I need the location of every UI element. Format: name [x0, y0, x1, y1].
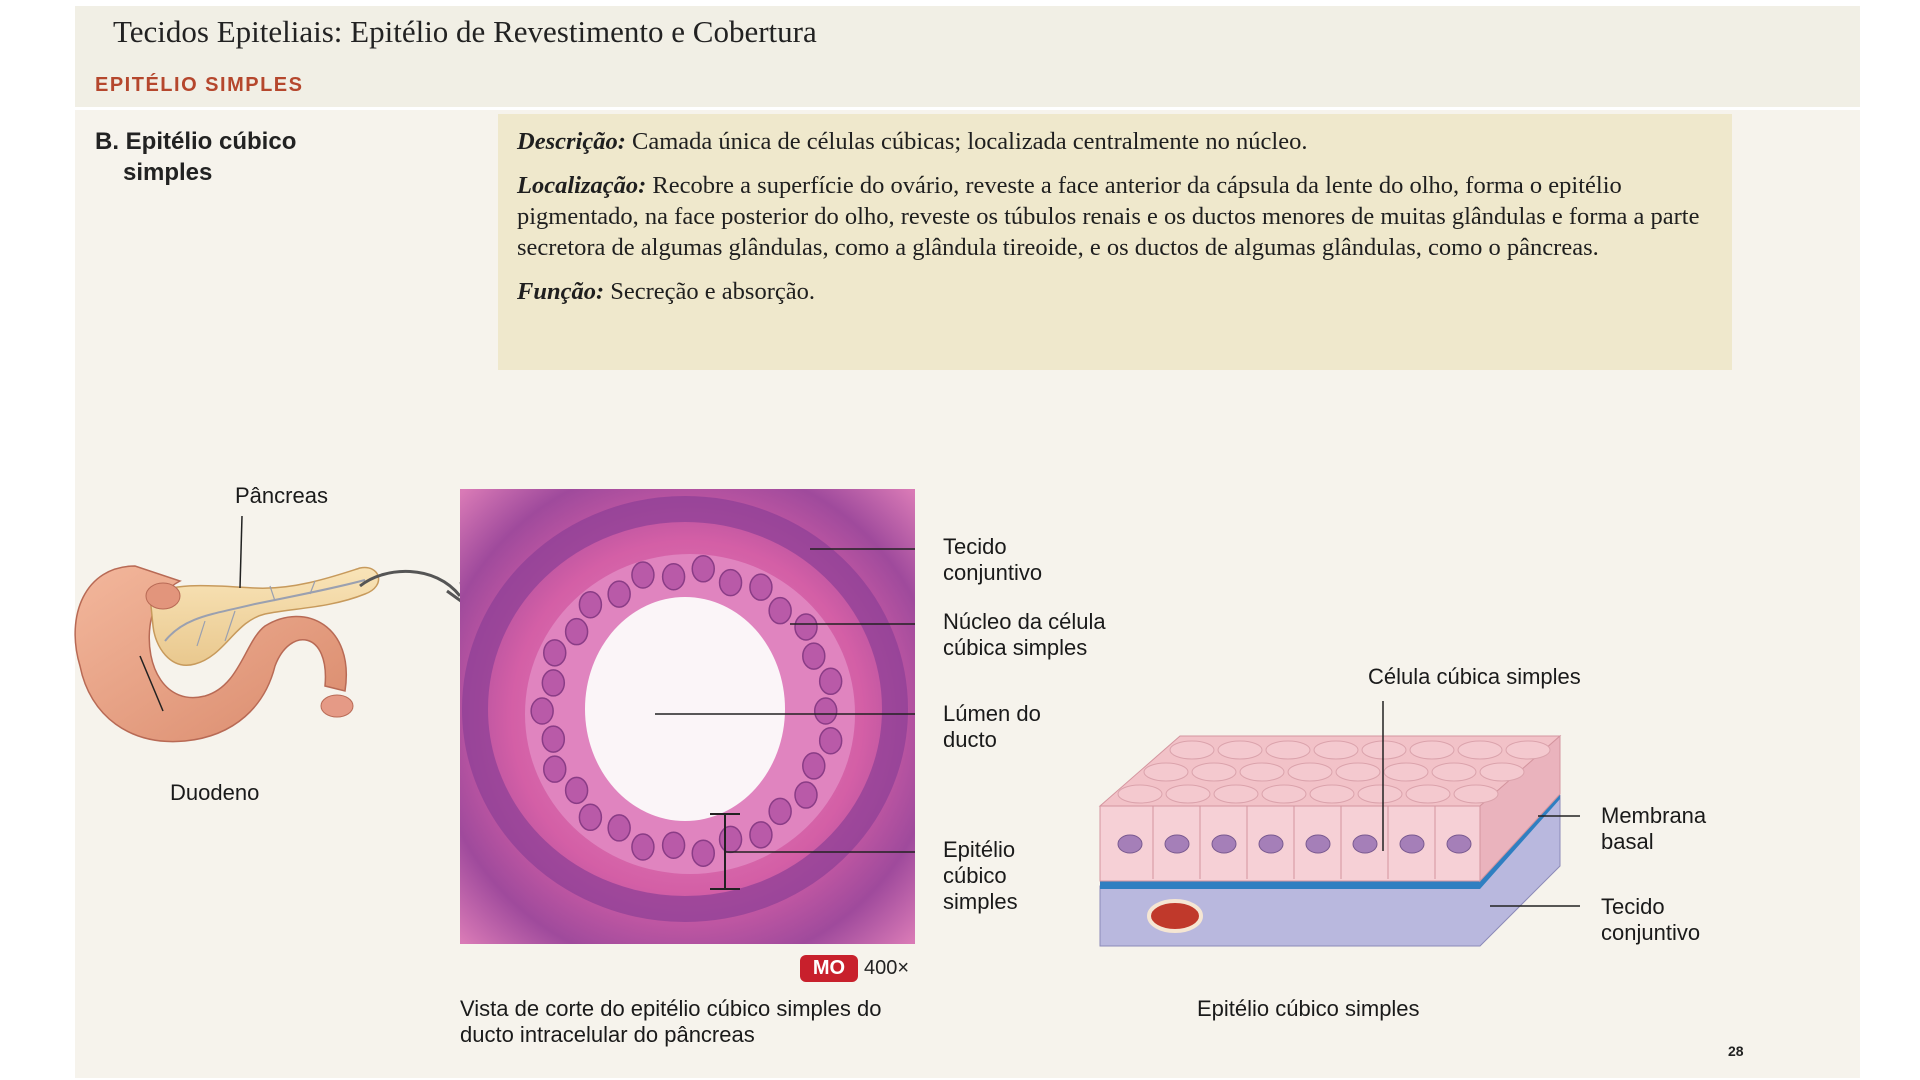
nucleus	[579, 804, 601, 830]
page-number: 28	[1728, 1043, 1744, 1059]
tissue-diagram	[1100, 676, 1580, 966]
cell-apex	[1214, 785, 1258, 803]
cell-apex	[1166, 785, 1210, 803]
cell-apex	[1118, 785, 1162, 803]
subsection-title	[95, 126, 335, 188]
cell-nucleus	[1353, 835, 1377, 853]
cell-apex	[1362, 741, 1406, 759]
micrograph-image	[460, 489, 915, 944]
cell-nucleus	[1400, 835, 1424, 853]
nucleus	[820, 668, 842, 694]
label-epitelio: Epitélio cúbico simples	[943, 837, 1018, 914]
nucleus	[720, 826, 742, 852]
blood-vessel	[1149, 901, 1201, 931]
nucleus	[750, 822, 772, 848]
page-title: Tecidos Epiteliais: Epitélio de Revestimento e Cobertura	[113, 14, 817, 49]
label-membrana-basal: Membrana basal	[1601, 803, 1707, 854]
nucleus	[542, 726, 564, 752]
header-band	[75, 6, 1860, 110]
magnification-label: 400×	[864, 957, 910, 979]
cell-apex	[1262, 785, 1306, 803]
cell-nucleus	[1306, 835, 1330, 853]
nucleus	[803, 753, 825, 779]
nucleus	[663, 832, 685, 858]
descricao-label: Descrição:	[517, 128, 626, 155]
nucleus	[663, 564, 685, 590]
descricao-text: Camada única de células cúbicas; localizada centralmente no núcleo.	[625, 128, 1308, 155]
nucleus	[544, 640, 566, 666]
nucleus	[815, 698, 837, 724]
cell-apex	[1358, 785, 1402, 803]
localizacao-text: Recobre a superfície do ovário, reveste a face anterior da cápsula da lente do olho, forma o epitélio pigmentado, na face posterior do olho, reveste os túbulos renais e os ductos menores de muitas glândulas e forma a parte secretora de algumas glândulas, como a glândula tireoide, e os ductos de algumas glândulas, como o pâncreas.	[517, 172, 1700, 261]
descricao-paragraph	[517, 126, 1717, 157]
nucleus	[608, 815, 630, 841]
cell-apex	[1336, 763, 1380, 781]
pancreas-illustration	[75, 546, 435, 776]
label-nucleo: Núcleo da célula cúbica simples	[943, 609, 1106, 660]
label-lumen: Lúmen do ducto	[943, 701, 1041, 752]
nucleus	[632, 834, 654, 860]
nucleus	[692, 840, 714, 866]
cell-apex	[1432, 763, 1476, 781]
nucleus	[820, 728, 842, 754]
cell-apex	[1218, 741, 1262, 759]
nucleus	[566, 619, 588, 645]
nucleus	[750, 574, 772, 600]
cell-apex	[1192, 763, 1236, 781]
cell-apex	[1384, 763, 1428, 781]
nucleus	[795, 782, 817, 808]
subsection-line-1: B. Epitélio cúbico	[95, 128, 297, 155]
slide-page	[75, 6, 1860, 1078]
label-pancreas: Pâncreas	[235, 483, 328, 508]
cell-nucleus	[1212, 835, 1236, 853]
cell-apex	[1170, 741, 1214, 759]
cell-apex	[1240, 763, 1284, 781]
cell-apex	[1458, 741, 1502, 759]
mo-badge: MO	[800, 955, 858, 982]
label-duodeno: Duodeno	[170, 780, 260, 805]
nucleus	[795, 614, 817, 640]
duodenum-top-opening	[146, 583, 180, 609]
cell-nucleus	[1165, 835, 1189, 853]
nucleus	[542, 670, 564, 696]
nucleus	[803, 643, 825, 669]
cell-apex	[1454, 785, 1498, 803]
localizacao-label: Localização:	[517, 172, 647, 199]
nucleus	[566, 777, 588, 803]
cell-apex	[1506, 741, 1550, 759]
cell-nucleus	[1447, 835, 1471, 853]
cell-apex	[1410, 741, 1454, 759]
micrograph-caption: Vista de corte do epitélio cúbico simples do ducto intracelular do pâncreas	[460, 996, 882, 1047]
label-tecido-conjuntivo-diagram: Tecido conjuntivo	[1601, 894, 1701, 945]
cell-nucleus	[1118, 835, 1142, 853]
cell-apex	[1266, 741, 1310, 759]
cell-apex	[1144, 763, 1188, 781]
nucleus	[720, 570, 742, 596]
label-celula-cubica: Célula cúbica simples	[1368, 664, 1581, 689]
subsection-line-2: simples	[123, 159, 213, 186]
description-box	[498, 114, 1732, 370]
duodenum-opening	[321, 695, 353, 717]
nucleus	[632, 562, 654, 588]
cell-apex	[1314, 741, 1358, 759]
label-tecido-conjuntivo: Tecido conjuntivo	[943, 534, 1043, 585]
nucleus	[579, 592, 601, 618]
cell-apex	[1288, 763, 1332, 781]
nucleus	[769, 598, 791, 624]
section-label: EPITÉLIO SIMPLES	[95, 74, 304, 96]
cell-apex	[1406, 785, 1450, 803]
nucleus	[531, 698, 553, 724]
nucleus	[544, 756, 566, 782]
cell-apex	[1480, 763, 1524, 781]
nucleus	[769, 798, 791, 824]
nucleus	[608, 581, 630, 607]
funcao-label: Função:	[517, 278, 605, 305]
localizacao-paragraph	[517, 170, 1717, 263]
cell-nucleus	[1259, 835, 1283, 853]
diagram-caption: Epitélio cúbico simples	[1197, 996, 1420, 1021]
nucleus	[692, 556, 714, 582]
cell-apex	[1310, 785, 1354, 803]
lumen	[585, 597, 785, 821]
funcao-paragraph	[517, 276, 1717, 307]
funcao-text: Secreção e absorção.	[604, 278, 815, 305]
